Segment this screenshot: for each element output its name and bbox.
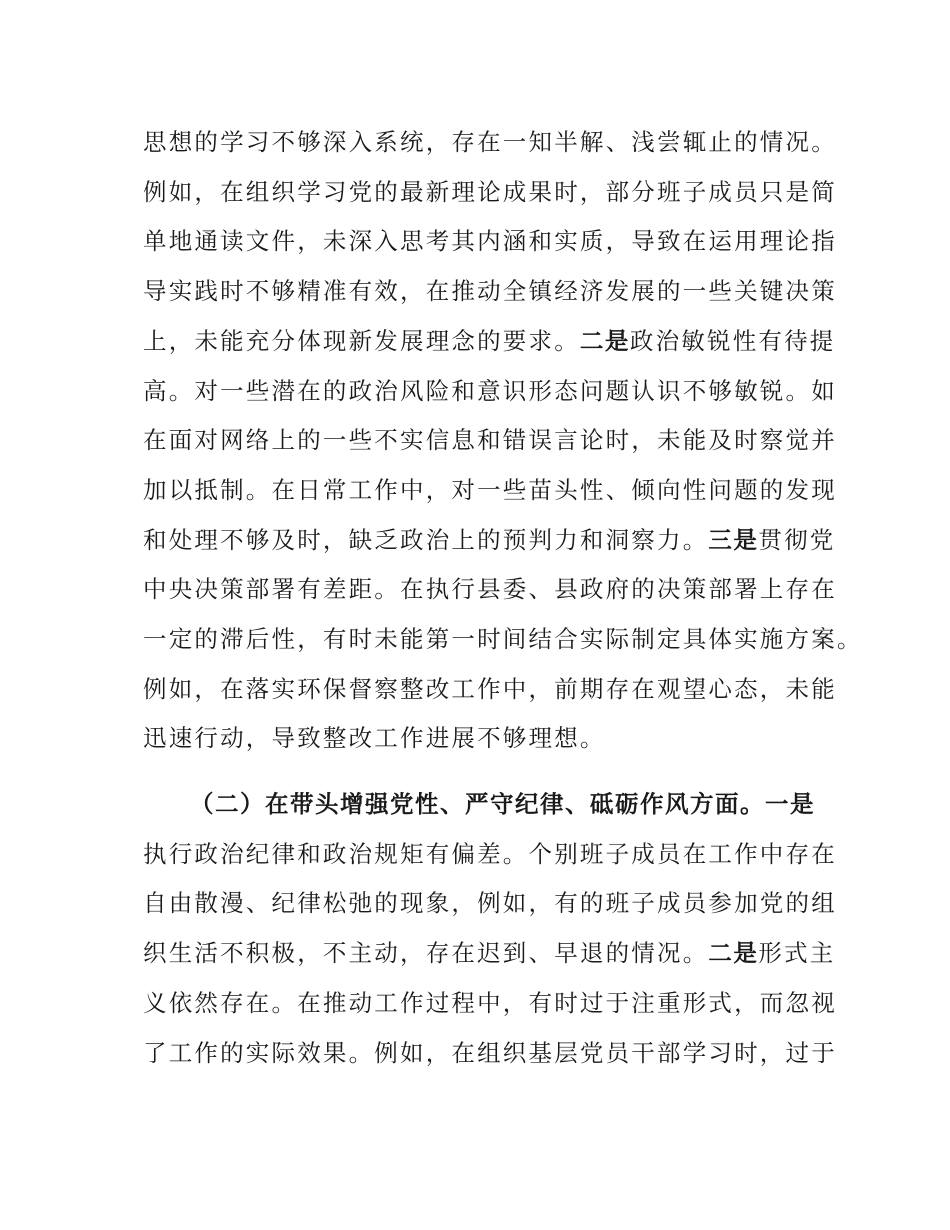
text-segment: 一定的滞后性，有时未能第一时间结合实际制定具体实施方案。 [143, 625, 863, 653]
text-segment: 例如，在组织学习党的最新理论成果时，部分班子成员只是简 [143, 178, 837, 206]
text-line [143, 223, 837, 259]
text-segment: 执行政治纪律和政治规矩有偏差。个别班子成员在工作中存在 [143, 840, 837, 868]
text-line [143, 422, 837, 458]
text-segment: 自由散漫、纪律松弛的现象，例如，有的班子成员参加党的组 [143, 889, 837, 917]
text-segment: 政治敏锐性有待提 [629, 327, 836, 355]
text-segment: 高。对一些潜在的政治风险和意识形态问题认识不够敏锐。如 [143, 377, 837, 405]
text-line [143, 323, 836, 359]
text-segment: 导实践时不够精准有效，在推动全镇经济发展的一些关键决策 [143, 277, 837, 305]
text-line [143, 124, 837, 160]
text-segment: 和处理不够及时，缺乏政治上的预判力和洞察力。 [143, 526, 709, 554]
text-segment: 迅速行动，导致整改工作进展不够理想。 [143, 724, 606, 752]
text-line [143, 935, 836, 971]
text-segment: 加以抵制。在日常工作中，对一些苗头性、倾向性问题的发现 [143, 476, 837, 504]
text-line [143, 621, 863, 657]
text-line [143, 373, 837, 409]
text-segment: 在面对网络上的一些不实信息和错误言论时，未能及时察觉并 [143, 426, 837, 454]
bold-segment: （二）在带头增强党性、严守纪律、砥砺作风方面。一是 [190, 790, 815, 818]
text-line [143, 1035, 837, 1071]
text-segment: 义依然存在。在推动工作过程中，有时过于注重形式，而忽视 [143, 989, 837, 1017]
text-segment: 单地通读文件，未深入思考其内涵和实质，导致在运用理论指 [143, 227, 837, 255]
text-line [143, 836, 837, 872]
text-segment: 思想的学习不够深入系统，存在一知半解、浅尝辄止的情况。 [143, 128, 837, 156]
text-segment: 上，未能充分体现新发展理念的要求。 [143, 327, 580, 355]
text-segment: 贯彻党 [758, 526, 836, 554]
text-line [190, 786, 815, 822]
text-line [143, 273, 837, 309]
bold-segment: 二是 [579, 327, 630, 355]
text-line [143, 571, 837, 607]
text-line [143, 885, 837, 921]
text-segment: 了工作的实际效果。例如，在组织基层党员干部学习时，过于 [143, 1039, 837, 1067]
text-segment: 形式主 [758, 939, 836, 967]
text-segment: 织生活不积极，不主动，存在迟到、早退的情况。 [143, 939, 709, 967]
text-line [143, 985, 837, 1021]
bold-segment: 二是 [708, 939, 759, 967]
text-line [143, 174, 837, 210]
text-line [143, 472, 837, 508]
text-segment: 中央决策部署有差距。在执行县委、县政府的决策部署上存在 [143, 575, 837, 603]
text-line [143, 720, 606, 756]
bold-segment: 三是 [708, 526, 759, 554]
text-line [143, 671, 837, 707]
text-line [143, 522, 836, 558]
text-segment: 例如，在落实环保督察整改工作中，前期存在观望心态，未能 [143, 675, 837, 703]
